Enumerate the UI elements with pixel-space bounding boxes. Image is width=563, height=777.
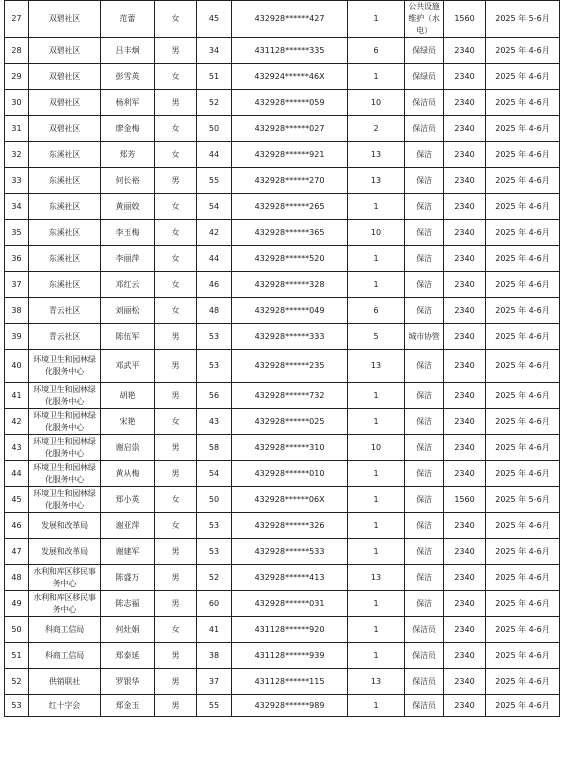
row-number-cell: 48 (5, 565, 29, 591)
amount-cell: 2340 (444, 272, 486, 298)
table-row (5, 220, 560, 246)
table-row (5, 383, 560, 409)
amount-cell: 2340 (444, 513, 486, 539)
amount-cell: 2340 (444, 539, 486, 565)
row-number-cell: 34 (5, 194, 29, 220)
name-cell: 范蕾 (101, 1, 155, 38)
table-row (5, 168, 560, 194)
table-body (5, 1, 560, 717)
post-cell: 保洁 (405, 272, 444, 298)
id-number-cell: 432928******732 (232, 383, 348, 409)
post-cell: 保洁 (405, 461, 444, 487)
amount-cell: 2340 (444, 38, 486, 64)
table-row (5, 324, 560, 350)
amount-cell: 2340 (444, 64, 486, 90)
post-cell: 保洁员 (405, 695, 444, 717)
name-cell: 杨利军 (101, 90, 155, 116)
unit-cell: 环境卫生和园林绿化服务中心 (29, 350, 101, 383)
row-number-cell: 44 (5, 461, 29, 487)
id-number-cell: 432928******265 (232, 194, 348, 220)
unit-cell: 科商工信局 (29, 617, 101, 643)
id-number-cell: 432928******365 (232, 220, 348, 246)
period-cell: 2025 年 4-6月 (486, 617, 560, 643)
name-cell: 何灶娟 (101, 617, 155, 643)
post-cell: 保洁 (405, 350, 444, 383)
amount-cell: 2340 (444, 324, 486, 350)
table-row (5, 38, 560, 64)
months-cell: 6 (348, 38, 405, 64)
sex-cell: 男 (155, 539, 197, 565)
name-cell: 郑金玉 (101, 695, 155, 717)
sex-cell: 男 (155, 435, 197, 461)
months-cell: 13 (348, 565, 405, 591)
months-cell: 1 (348, 272, 405, 298)
id-number-cell: 431128******939 (232, 643, 348, 669)
sex-cell: 男 (155, 90, 197, 116)
sex-cell: 女 (155, 194, 197, 220)
table-row (5, 695, 560, 717)
age-cell: 53 (197, 513, 232, 539)
amount-cell: 2340 (444, 643, 486, 669)
months-cell: 5 (348, 324, 405, 350)
period-cell: 2025 年 4-6月 (486, 383, 560, 409)
period-cell: 2025 年 4-6月 (486, 565, 560, 591)
unit-cell: 环境卫生和园林绿化服务中心 (29, 487, 101, 513)
row-number-cell: 53 (5, 695, 29, 717)
table-row (5, 409, 560, 435)
post-cell: 保绿员 (405, 64, 444, 90)
amount-cell: 2340 (444, 461, 486, 487)
id-number-cell: 431128******335 (232, 38, 348, 64)
row-number-cell: 36 (5, 246, 29, 272)
table-row (5, 539, 560, 565)
name-cell: 黄从梅 (101, 461, 155, 487)
row-number-cell: 52 (5, 669, 29, 695)
id-number-cell: 432928******533 (232, 539, 348, 565)
period-cell: 2025 年 4-6月 (486, 194, 560, 220)
unit-cell: 水利和库区移民事务中心 (29, 565, 101, 591)
unit-cell: 东溪社区 (29, 194, 101, 220)
id-number-cell: 432928******235 (232, 350, 348, 383)
post-cell: 保洁员 (405, 617, 444, 643)
name-cell: 李玉梅 (101, 220, 155, 246)
period-cell: 2025 年 4-6月 (486, 168, 560, 194)
id-number-cell: 432924******46X (232, 64, 348, 90)
name-cell: 谢启祟 (101, 435, 155, 461)
months-cell: 1 (348, 194, 405, 220)
age-cell: 53 (197, 350, 232, 383)
name-cell: 黄丽姣 (101, 194, 155, 220)
period-cell: 2025 年 4-6月 (486, 435, 560, 461)
period-cell: 2025 年 4-6月 (486, 116, 560, 142)
months-cell: 1 (348, 64, 405, 90)
period-cell: 2025 年 4-6月 (486, 298, 560, 324)
period-cell: 2025 年 4-6月 (486, 643, 560, 669)
unit-cell: 环境卫生和园林绿化服务中心 (29, 383, 101, 409)
name-cell: 宋艳 (101, 409, 155, 435)
row-number-cell: 38 (5, 298, 29, 324)
id-number-cell: 432928******413 (232, 565, 348, 591)
post-cell: 保绿员 (405, 38, 444, 64)
age-cell: 58 (197, 435, 232, 461)
amount-cell: 2340 (444, 116, 486, 142)
unit-cell: 供销联社 (29, 669, 101, 695)
post-cell: 保洁 (405, 383, 444, 409)
table-row (5, 591, 560, 617)
unit-cell: 发展和改革局 (29, 539, 101, 565)
post-cell: 保洁 (405, 246, 444, 272)
age-cell: 42 (197, 220, 232, 246)
unit-cell: 东溪社区 (29, 272, 101, 298)
unit-cell: 东溪社区 (29, 142, 101, 168)
sex-cell: 男 (155, 324, 197, 350)
row-number-cell: 35 (5, 220, 29, 246)
age-cell: 55 (197, 695, 232, 717)
period-cell: 2025 年 5-6月 (486, 487, 560, 513)
row-number-cell: 29 (5, 64, 29, 90)
amount-cell: 2340 (444, 298, 486, 324)
row-number-cell: 39 (5, 324, 29, 350)
name-cell: 谢亚萍 (101, 513, 155, 539)
sex-cell: 男 (155, 383, 197, 409)
sex-cell: 女 (155, 246, 197, 272)
post-cell: 保洁 (405, 194, 444, 220)
age-cell: 50 (197, 116, 232, 142)
months-cell: 1 (348, 513, 405, 539)
table-row (5, 272, 560, 298)
id-number-cell: 431128******920 (232, 617, 348, 643)
row-number-cell: 50 (5, 617, 29, 643)
sex-cell: 男 (155, 695, 197, 717)
id-number-cell: 432928******310 (232, 435, 348, 461)
period-cell: 2025 年 5-6月 (486, 1, 560, 38)
unit-cell: 东溪社区 (29, 220, 101, 246)
amount-cell: 2340 (444, 669, 486, 695)
months-cell: 1 (348, 383, 405, 409)
post-cell: 保洁员 (405, 90, 444, 116)
id-number-cell: 432928******989 (232, 695, 348, 717)
unit-cell: 双碧社区 (29, 64, 101, 90)
table-row (5, 1, 560, 38)
months-cell: 1 (348, 487, 405, 513)
sex-cell: 男 (155, 643, 197, 669)
table-row (5, 461, 560, 487)
row-number-cell: 43 (5, 435, 29, 461)
period-cell: 2025 年 4-6月 (486, 461, 560, 487)
table-row (5, 617, 560, 643)
age-cell: 52 (197, 90, 232, 116)
sex-cell: 男 (155, 591, 197, 617)
post-cell: 保洁 (405, 168, 444, 194)
unit-cell: 水利和库区移民事务中心 (29, 591, 101, 617)
unit-cell: 环境卫生和园林绿化服务中心 (29, 461, 101, 487)
period-cell: 2025 年 4-6月 (486, 539, 560, 565)
table-row (5, 194, 560, 220)
period-cell: 2025 年 4-6月 (486, 272, 560, 298)
row-number-cell: 28 (5, 38, 29, 64)
months-cell: 10 (348, 90, 405, 116)
name-cell: 吕丰炯 (101, 38, 155, 64)
amount-cell: 2340 (444, 142, 486, 168)
unit-cell: 双碧社区 (29, 38, 101, 64)
post-cell: 保洁员 (405, 669, 444, 695)
unit-cell: 红十字会 (29, 695, 101, 717)
name-cell: 廖金梅 (101, 116, 155, 142)
period-cell: 2025 年 4-6月 (486, 695, 560, 717)
post-cell: 保洁 (405, 298, 444, 324)
months-cell: 1 (348, 591, 405, 617)
name-cell: 罗银华 (101, 669, 155, 695)
period-cell: 2025 年 4-6月 (486, 324, 560, 350)
unit-cell: 双碧社区 (29, 1, 101, 38)
sex-cell: 女 (155, 513, 197, 539)
age-cell: 38 (197, 643, 232, 669)
months-cell: 1 (348, 461, 405, 487)
amount-cell: 2340 (444, 695, 486, 717)
age-cell: 50 (197, 487, 232, 513)
amount-cell: 2340 (444, 435, 486, 461)
months-cell: 1 (348, 409, 405, 435)
age-cell: 54 (197, 194, 232, 220)
id-number-cell: 432928******025 (232, 409, 348, 435)
period-cell: 2025 年 4-6月 (486, 246, 560, 272)
months-cell: 1 (348, 246, 405, 272)
months-cell: 1 (348, 643, 405, 669)
age-cell: 44 (197, 142, 232, 168)
table-row (5, 116, 560, 142)
months-cell: 13 (348, 350, 405, 383)
table-row (5, 246, 560, 272)
age-cell: 55 (197, 168, 232, 194)
age-cell: 41 (197, 617, 232, 643)
period-cell: 2025 年 4-6月 (486, 669, 560, 695)
amount-cell: 2340 (444, 246, 486, 272)
months-cell: 10 (348, 435, 405, 461)
unit-cell: 双碧社区 (29, 116, 101, 142)
id-number-cell: 432928******049 (232, 298, 348, 324)
table-row (5, 142, 560, 168)
post-cell: 保洁 (405, 539, 444, 565)
months-cell: 1 (348, 617, 405, 643)
post-cell: 保洁 (405, 409, 444, 435)
age-cell: 51 (197, 64, 232, 90)
post-cell: 保洁 (405, 565, 444, 591)
table-row (5, 565, 560, 591)
months-cell: 6 (348, 298, 405, 324)
unit-cell: 青云社区 (29, 324, 101, 350)
age-cell: 54 (197, 461, 232, 487)
table-row (5, 298, 560, 324)
row-number-cell: 37 (5, 272, 29, 298)
age-cell: 46 (197, 272, 232, 298)
amount-cell: 2340 (444, 194, 486, 220)
sex-cell: 女 (155, 617, 197, 643)
months-cell: 1 (348, 1, 405, 38)
unit-cell: 双碧社区 (29, 90, 101, 116)
sex-cell: 女 (155, 64, 197, 90)
amount-cell: 1560 (444, 487, 486, 513)
period-cell: 2025 年 4-6月 (486, 90, 560, 116)
post-cell: 保洁员 (405, 643, 444, 669)
age-cell: 53 (197, 539, 232, 565)
age-cell: 53 (197, 324, 232, 350)
name-cell: 何长裕 (101, 168, 155, 194)
months-cell: 2 (348, 116, 405, 142)
table-row (5, 435, 560, 461)
sex-cell: 男 (155, 669, 197, 695)
age-cell: 45 (197, 1, 232, 38)
amount-cell: 2340 (444, 90, 486, 116)
post-cell: 保洁 (405, 513, 444, 539)
name-cell: 郑泰延 (101, 643, 155, 669)
sex-cell: 女 (155, 116, 197, 142)
id-number-cell: 432928******010 (232, 461, 348, 487)
name-cell: 李丽萍 (101, 246, 155, 272)
post-cell: 保洁 (405, 591, 444, 617)
row-number-cell: 51 (5, 643, 29, 669)
id-number-cell: 432928******328 (232, 272, 348, 298)
period-cell: 2025 年 4-6月 (486, 350, 560, 383)
months-cell: 1 (348, 539, 405, 565)
table-row (5, 513, 560, 539)
post-cell: 公共设施维护（水电） (405, 1, 444, 38)
sex-cell: 男 (155, 461, 197, 487)
age-cell: 56 (197, 383, 232, 409)
period-cell: 2025 年 4-6月 (486, 591, 560, 617)
row-number-cell: 42 (5, 409, 29, 435)
amount-cell: 2340 (444, 409, 486, 435)
sex-cell: 女 (155, 220, 197, 246)
post-cell: 保洁 (405, 487, 444, 513)
sex-cell: 女 (155, 298, 197, 324)
name-cell: 胡艳 (101, 383, 155, 409)
name-cell: 陈盛万 (101, 565, 155, 591)
sex-cell: 女 (155, 142, 197, 168)
amount-cell: 2340 (444, 617, 486, 643)
amount-cell: 2340 (444, 383, 486, 409)
id-number-cell: 432928******059 (232, 90, 348, 116)
period-cell: 2025 年 4-6月 (486, 64, 560, 90)
row-number-cell: 32 (5, 142, 29, 168)
period-cell: 2025 年 4-6月 (486, 38, 560, 64)
row-number-cell: 46 (5, 513, 29, 539)
row-number-cell: 30 (5, 90, 29, 116)
row-number-cell: 49 (5, 591, 29, 617)
id-number-cell: 432928******031 (232, 591, 348, 617)
name-cell: 郑芳 (101, 142, 155, 168)
period-cell: 2025 年 4-6月 (486, 513, 560, 539)
post-cell: 保洁员 (405, 116, 444, 142)
unit-cell: 环境卫生和园林绿化服务中心 (29, 435, 101, 461)
row-number-cell: 27 (5, 1, 29, 38)
sex-cell: 女 (155, 272, 197, 298)
post-cell: 保洁 (405, 220, 444, 246)
unit-cell: 环境卫生和园林绿化服务中心 (29, 409, 101, 435)
unit-cell: 青云社区 (29, 298, 101, 324)
name-cell: 彭雪英 (101, 64, 155, 90)
months-cell: 1 (348, 695, 405, 717)
table-row (5, 350, 560, 383)
amount-cell: 1560 (444, 1, 486, 38)
row-number-cell: 40 (5, 350, 29, 383)
row-number-cell: 47 (5, 539, 29, 565)
name-cell: 陈志福 (101, 591, 155, 617)
age-cell: 48 (197, 298, 232, 324)
months-cell: 13 (348, 669, 405, 695)
name-cell: 谢建军 (101, 539, 155, 565)
table-row (5, 487, 560, 513)
table-row (5, 64, 560, 90)
amount-cell: 2340 (444, 565, 486, 591)
age-cell: 60 (197, 591, 232, 617)
amount-cell: 2340 (444, 591, 486, 617)
table-row (5, 90, 560, 116)
id-number-cell: 432928******06X (232, 487, 348, 513)
age-cell: 43 (197, 409, 232, 435)
name-cell: 邓武平 (101, 350, 155, 383)
sex-cell: 男 (155, 350, 197, 383)
age-cell: 37 (197, 669, 232, 695)
name-cell: 郑小英 (101, 487, 155, 513)
unit-cell: 科商工信局 (29, 643, 101, 669)
table-row (5, 643, 560, 669)
post-cell: 城市协管 (405, 324, 444, 350)
id-number-cell: 432928******520 (232, 246, 348, 272)
id-number-cell: 432928******333 (232, 324, 348, 350)
post-cell: 保洁 (405, 142, 444, 168)
row-number-cell: 33 (5, 168, 29, 194)
unit-cell: 东溪社区 (29, 246, 101, 272)
name-cell: 邓红云 (101, 272, 155, 298)
name-cell: 刘丽松 (101, 298, 155, 324)
id-number-cell: 432928******326 (232, 513, 348, 539)
sex-cell: 男 (155, 565, 197, 591)
months-cell: 13 (348, 142, 405, 168)
row-number-cell: 45 (5, 487, 29, 513)
post-cell: 保洁 (405, 435, 444, 461)
age-cell: 34 (197, 38, 232, 64)
unit-cell: 发展和改革局 (29, 513, 101, 539)
sex-cell: 男 (155, 38, 197, 64)
sex-cell: 女 (155, 487, 197, 513)
subsidy-table (4, 0, 560, 717)
row-number-cell: 41 (5, 383, 29, 409)
sex-cell: 女 (155, 1, 197, 38)
id-number-cell: 431128******115 (232, 669, 348, 695)
amount-cell: 2340 (444, 220, 486, 246)
period-cell: 2025 年 4-6月 (486, 220, 560, 246)
unit-cell: 东溪社区 (29, 168, 101, 194)
months-cell: 10 (348, 220, 405, 246)
table-row (5, 669, 560, 695)
id-number-cell: 432928******027 (232, 116, 348, 142)
id-number-cell: 432928******921 (232, 142, 348, 168)
id-number-cell: 432928******270 (232, 168, 348, 194)
age-cell: 44 (197, 246, 232, 272)
row-number-cell: 31 (5, 116, 29, 142)
sex-cell: 女 (155, 409, 197, 435)
name-cell: 陈伍军 (101, 324, 155, 350)
amount-cell: 2340 (444, 350, 486, 383)
id-number-cell: 432928******427 (232, 1, 348, 38)
sex-cell: 男 (155, 168, 197, 194)
amount-cell: 2340 (444, 168, 486, 194)
period-cell: 2025 年 4-6月 (486, 409, 560, 435)
months-cell: 13 (348, 168, 405, 194)
period-cell: 2025 年 4-6月 (486, 142, 560, 168)
age-cell: 52 (197, 565, 232, 591)
